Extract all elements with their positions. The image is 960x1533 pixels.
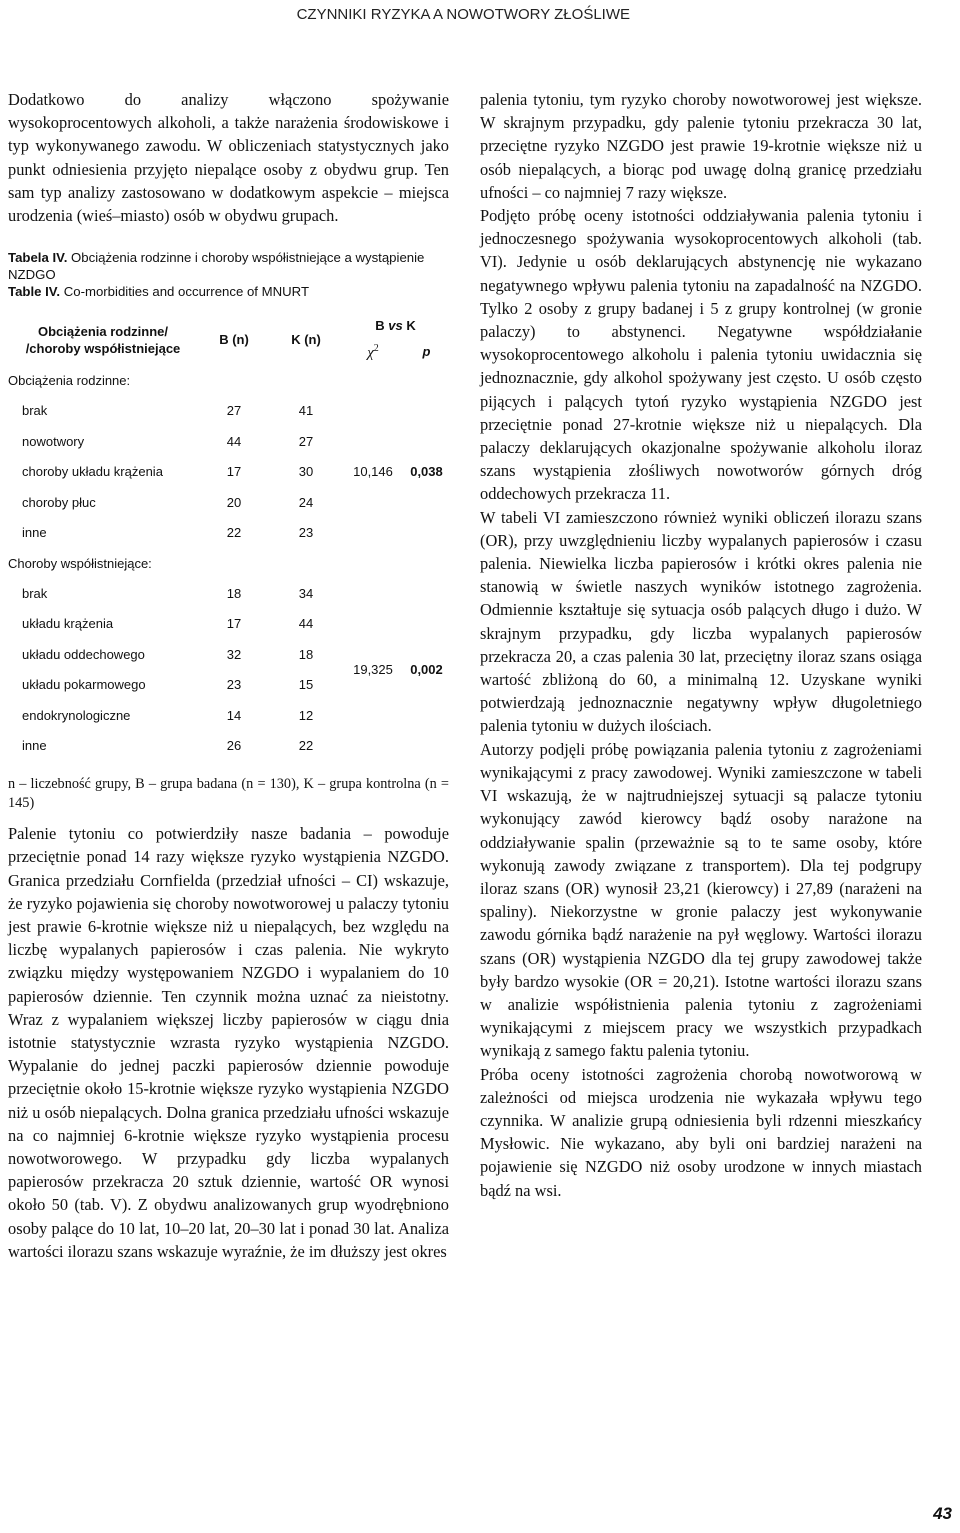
section2-p: 0,002: [410, 662, 443, 678]
right-paragraph-2: Podjęto próbę oceny istotności oddziaływania palenia tytoniu i jednoczesnego spożywania wysokoprocentowych alkoholi (tab. VI). Jedynie u osób deklarujących abstynencję nie wykazano negatywnego wpływu palenia tytoniu na zapadalność na NZGDO. Tylko 2 osoby z grupy badanej i 5 z grupy kontrolnej (w gronie palaczy) to abstynenci. Negatywne współdziałanie wysokoprocentowego alkoholu i palenia tytoniu uwidacznia się jednoznacznie, gdy alkohol spożywany jest często. U osób często pijących i palących tytoń ryzyko wystąpienia NZGDO jest przeciętnie ponad 27-krotnie większe niż u niepalących. Dla palaczy deklarujących okazjonalne spożywanie alkoholu iloraz szans wystąpienia złośliwych nowotworów górnych dróg oddechowych przekracza 11.: [480, 206, 922, 504]
row-k: 22: [298, 738, 314, 754]
row-name: choroby układu krążenia: [22, 464, 163, 480]
row-name: układu oddechowego: [22, 646, 145, 662]
row-k: 34: [298, 585, 314, 601]
col-header-p: p: [422, 343, 431, 359]
row-b: 17: [226, 616, 242, 632]
row-k: 27: [298, 433, 314, 449]
page-number: 43: [933, 1504, 952, 1523]
row-k: 24: [298, 494, 314, 510]
row-k: 12: [298, 707, 314, 723]
right-paragraph-3: W tabeli VI zamieszczono również wyniki obliczeń ilorazu szans (OR), przy uwzględnieniu liczby wypalanych papierosów i czasu palenia. Niewielka liczba papierosów i krótki okres palenia nie stanowią w świetle naszych wyników istotnego zagrożenia. Odmiennie kształtuje się sytuacja osób palących długo i dużo. W skrajnym przypadku, gdy liczba wypalanych papierosów przekracza 20, a czas palenia 30 lat, przeciętny iloraz szans osiąga wartość zbliżoną do 60, a minimalną 12. Uzyskane wyniki potwierdzają jednoznacznie negatywny wpływ długoletniego palenia tytoniu w dużych ilościach.: [480, 507, 922, 736]
comorbidities-table: [8, 314, 449, 761]
col-header-b: B (n): [219, 332, 249, 348]
row-b: 26: [226, 738, 242, 754]
row-b: 23: [226, 677, 242, 693]
chi-symbol: χ: [367, 345, 374, 362]
left-paragraph-1: Dodatkowo do analizy włączono spożywanie wysokoprocentowych alkoholi, a także narażenia środowiskowe i typ wykonywanego zawodu. W obliczeniach statystycznych jako punkt odniesienia przyjęto niepalące osoby z obydwu grup. Ten sam typ analizy zastosowano w dodatkowym aspekcie – miejsca urodzenia (wieś–miasto) osób w obydwu grupach.: [8, 90, 449, 226]
row-b: 22: [226, 525, 242, 541]
right-column: [480, 88, 922, 1202]
row-b: 44: [226, 433, 242, 449]
row-b: 27: [226, 403, 242, 419]
left-paragraph-2: Palenie tytoniu co potwierdziły nasze badania – powoduje przeciętnie ponad 14 razy większe ryzyko wystąpienia NZGDO. Granica przedziału Cornfielda (przedział ufności – CI) wskazuje, że ryzyko pojawienia się choroby nowotworowej u palaczy tytoniu jest prawie 6-krotnie większe niż u niepalących, bez względu na liczbę wypalanych papierosów i czas palenia. Nie wykryto związku między występowaniem NZGDO i wypalaniem do 10 papierosów dziennie. Ten czynnik można uznać za nieistotny. Wraz z wypalaniem większej liczby papierosów w ciągu dnia istotnie statystycznie wzrasta ryzyko wystąpienia NZGDO. Wypalanie do jednej paczki papierosów dziennie powoduje przeciętnie około 15-krotnie większe ryzyko wystąpienia NZGDO niż u osób niepalących. Dolna granica przedziału ufności wskazuje na co najmniej 6-krotnie większe ryzyko wystąpienia procesu nowotworowego. W przypadku gdy liczba wypalanych papierosów przekracza 20 sztuk dziennie, wartość OR wynosi około 50 (tab. V). Z obydwu analizowanych grup wyodrębniono osoby palące do 10 lat, 10–20 lat, 20–30 lat i ponad 30 lat. Analiza wartości ilorazu szans wskazuje wyraźnie, że im dłuższy jest okres: [8, 824, 449, 1261]
caption-en-text: Co-morbidities and occurrence of MNURT: [63, 284, 309, 300]
row-k: 23: [298, 525, 314, 541]
row-b: 18: [226, 585, 242, 601]
section1-p: 0,038: [410, 464, 443, 480]
row-name: inne: [22, 525, 47, 541]
row-name: brak: [22, 585, 48, 601]
right-paragraph-5: Próba oceny istotności zagrożenia chorobą nowotworową w zależności od miejsca urodzenia nie wykazała wpływu tego czynnika. W analizie grupą odniesienia byli rdzenni mieszkańcy Mysłowic. Nie wykazano, aby byli oni bardziej narażeni na pojawienie się NZGDO niż osoby urodzone w innych miastach bądź na wsi.: [480, 1064, 922, 1200]
left-column: [8, 88, 449, 1263]
section1-chi2: 10,146: [353, 464, 393, 480]
col-header-vs: vs: [388, 318, 403, 334]
row-name: endokrynologiczne: [22, 707, 131, 723]
table-caption: [8, 249, 428, 300]
row-b: 14: [226, 707, 242, 723]
row-b: 32: [226, 646, 242, 662]
row-k: 30: [298, 464, 314, 480]
running-header: [0, 0, 960, 28]
col-header-chi2: [342, 337, 404, 365]
caption-pl-label: Tabela IV.: [8, 250, 68, 266]
right-paragraph-4: Autorzy podjęli próbę powiązania palenia tytoniu z zagrożeniami wynikającymi z pracy zawodowej. Wyniki zamieszczone w tabeli VI wskazują, że w najtrudniejszej sytuacji są palacze tytoniu wykonujący zawód kierowcy bądź osoby narażone na oddziaływanie spalin (przeważnie są to te same osoby, które wykonują zawody związane z transportem). Dla tej podgrupy iloraz szans (OR) wynosił 23,21 (kierowcy) i 27,89 (narażeni na spaliny). Niekorzystne w gronie palaczy jest wykonywanie zawodu górnika bądź narażenie na pył węglowy. Wartości ilorazu szans (OR) wystąpienia NZGDO dla tej grupy zawodowej także były bardzo wysokie (OR = 20,21). Istotne wartości ilorazu szans w analizie współistnienia palenia tytoniu z zagrożeniami wynikającymi z miejscem pracy we wszystkich przypadkach wynikają z samego faktu palenia tytoniu.: [480, 739, 922, 1061]
row-k: 18: [298, 646, 314, 662]
table-footnote: n – liczebność grupy, B – grupa badana (n = 130), K – grupa kontrolna (n = 145): [8, 776, 449, 811]
row-k: 15: [298, 677, 314, 693]
row-name: brak: [22, 403, 48, 419]
col-header-b-vs-k: [342, 314, 449, 337]
section-comorbidities: Choroby współistniejące:: [8, 555, 152, 571]
row-name: choroby płuc: [22, 494, 96, 510]
running-title: CZYNNIKI RYZYKA A NOWOTWORY ZŁOŚLIWE: [296, 6, 630, 23]
row-b: 17: [226, 464, 242, 480]
row-name: układu pokarmowego: [22, 677, 146, 693]
table-row: [8, 396, 449, 427]
section2-chi2: 19,325: [353, 662, 393, 678]
right-paragraph-1: palenia tytoniu, tym ryzyko choroby nowotworowej jest większe. W skrajnym przypadku, gdy palenie tytoniu przekracza 30 lat, przeciętne ryzyko NZGDO jest prawie 19-krotnie większe niż u osób niepalących, a biorąc pod uwagę dolną granicę przedziału ufności – co najmniej 7 razy większe.: [480, 90, 922, 202]
col-header-factor: Obciążenia rodzinne/ /choroby współistniejące: [25, 323, 181, 356]
col-header-b-vs-k-b: B: [375, 318, 389, 334]
row-k: 41: [298, 403, 314, 419]
col-header-k: K (n): [291, 332, 321, 348]
table-row: [8, 578, 449, 609]
row-name: inne: [22, 738, 47, 754]
caption-en-label: Table IV.: [8, 284, 61, 300]
row-name: układu krążenia: [22, 616, 114, 632]
col-header-b-vs-k-k: K: [402, 318, 416, 334]
section-family-burden: Obciążenia rodzinne:: [8, 373, 131, 389]
row-name: nowotwory: [22, 433, 85, 449]
row-k: 44: [298, 616, 314, 632]
caption-pl-text: Obciążenia rodzinne i choroby współistniejące a wystąpienie NZDGO: [8, 250, 425, 283]
row-b: 20: [226, 494, 242, 510]
chi-superscript: 2: [373, 343, 379, 355]
